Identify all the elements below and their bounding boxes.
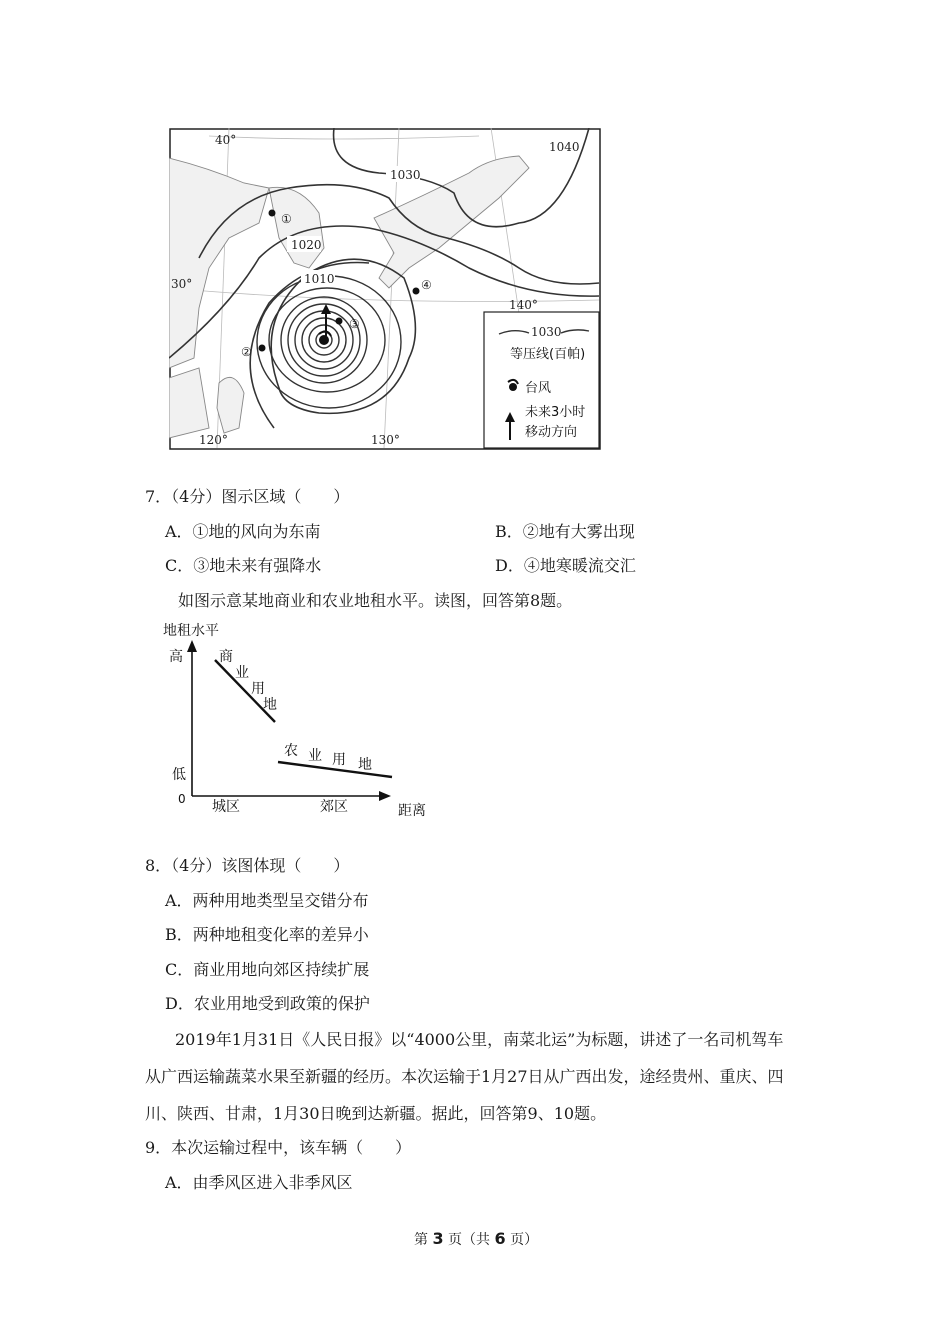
long-label-120: 120° — [199, 433, 228, 447]
agricultural-char-3: 用 — [332, 752, 346, 768]
passage-line-3: 川、陕西、甘肃，1月30日晚到达新疆。据此，回答第9、10题。 — [145, 1104, 607, 1123]
origin-label: 0 — [178, 792, 186, 806]
q9-stem: 9．本次运输过程中，该车辆（ ） — [145, 1138, 412, 1157]
y-axis-label: 地租水平 — [163, 623, 219, 639]
footer-total-pages: 6 — [494, 1229, 506, 1248]
q8-option-b: B．两种地租变化率的差异小 — [165, 925, 369, 944]
footer-pre: 第 — [414, 1232, 428, 1248]
q7-stem: 7．（4分）图示区域（ ） — [145, 487, 350, 506]
page-footer — [414, 1229, 538, 1249]
legend-direction-label-2: 移动方向 — [525, 425, 578, 440]
y-low-label: 低 — [172, 767, 186, 783]
commercial-char-2: 业 — [235, 665, 249, 681]
q7-option-c: C．③地未来有强降水 — [165, 556, 322, 575]
q8-stem: 8．（4分）该图体现（ ） — [145, 856, 350, 875]
agricultural-char-2: 业 — [308, 748, 322, 764]
agricultural-char-4: 地 — [358, 757, 372, 773]
legend-isobar-label: 等压线(百帕) — [510, 347, 586, 362]
isobar-label-1040: 1040 — [549, 140, 580, 154]
x-category-suburb: 郊区 — [320, 799, 348, 815]
q7-option-b: B．②地有大雾出现 — [495, 522, 635, 541]
footer-mid: 页（共 — [448, 1232, 491, 1248]
weather-map — [169, 128, 601, 450]
q8-option-c: C．商业用地向郊区持续扩展 — [165, 960, 370, 979]
legend-direction-label-1: 未来3小时 — [525, 405, 586, 420]
long-label-140: 140° — [509, 298, 538, 312]
x-category-city: 城区 — [212, 799, 240, 815]
agricultural-char-1: 农 — [284, 743, 298, 759]
footer-page-number: 3 — [432, 1229, 444, 1248]
q8-option-d: D．农业用地受到政策的保护 — [165, 994, 370, 1013]
isobar-label-1010: 1010 — [304, 272, 335, 286]
q7-option-d: D．④地寒暖流交汇 — [495, 556, 636, 575]
legend-typhoon-label: 台风 — [525, 381, 552, 396]
x-axis-arrow-icon — [379, 791, 391, 801]
q8-intro: 如图示意某地商业和农业地租水平。读图，回答第8题。 — [178, 591, 573, 610]
commercial-char-3: 用 — [251, 681, 265, 697]
q9-option-a: A．由季风区进入非季风区 — [165, 1173, 353, 1192]
x-axis-label: 距离 — [398, 803, 426, 819]
map-point-3: ③ — [349, 317, 360, 331]
y-high-label: 高 — [169, 649, 183, 665]
commercial-char-4: 地 — [263, 697, 277, 713]
lat-label-40: 40° — [215, 133, 237, 147]
lat-label-30: 30° — [171, 277, 193, 291]
footer-post: 页） — [510, 1232, 539, 1248]
long-label-130: 130° — [371, 433, 400, 447]
map-point-2: ② — [241, 345, 252, 359]
map-point-1: ① — [281, 212, 292, 226]
passage-line-1: 2019年1月31日《人民日报》以“4000公里，南菜北运”为标题，讲述了一名司机驾车 — [175, 1030, 784, 1049]
q8-option-a: A．两种用地类型呈交错分布 — [165, 891, 369, 910]
land-rent-chart — [160, 618, 440, 823]
y-axis-arrow-icon — [187, 640, 197, 652]
commercial-char-1: 商 — [219, 649, 233, 665]
map-point-4: ④ — [421, 278, 432, 292]
isobar-label-1020: 1020 — [291, 238, 322, 252]
passage-line-2: 从广西运输蔬菜水果至新疆的经历。本次运输于1月27日从广西出发，途经贵州、重庆、四 — [145, 1067, 784, 1086]
isobar-label-1030: 1030 — [390, 168, 421, 182]
q7-option-a: A．①地的风向为东南 — [165, 522, 321, 541]
legend-isobar-sample: 1030 — [531, 325, 562, 339]
